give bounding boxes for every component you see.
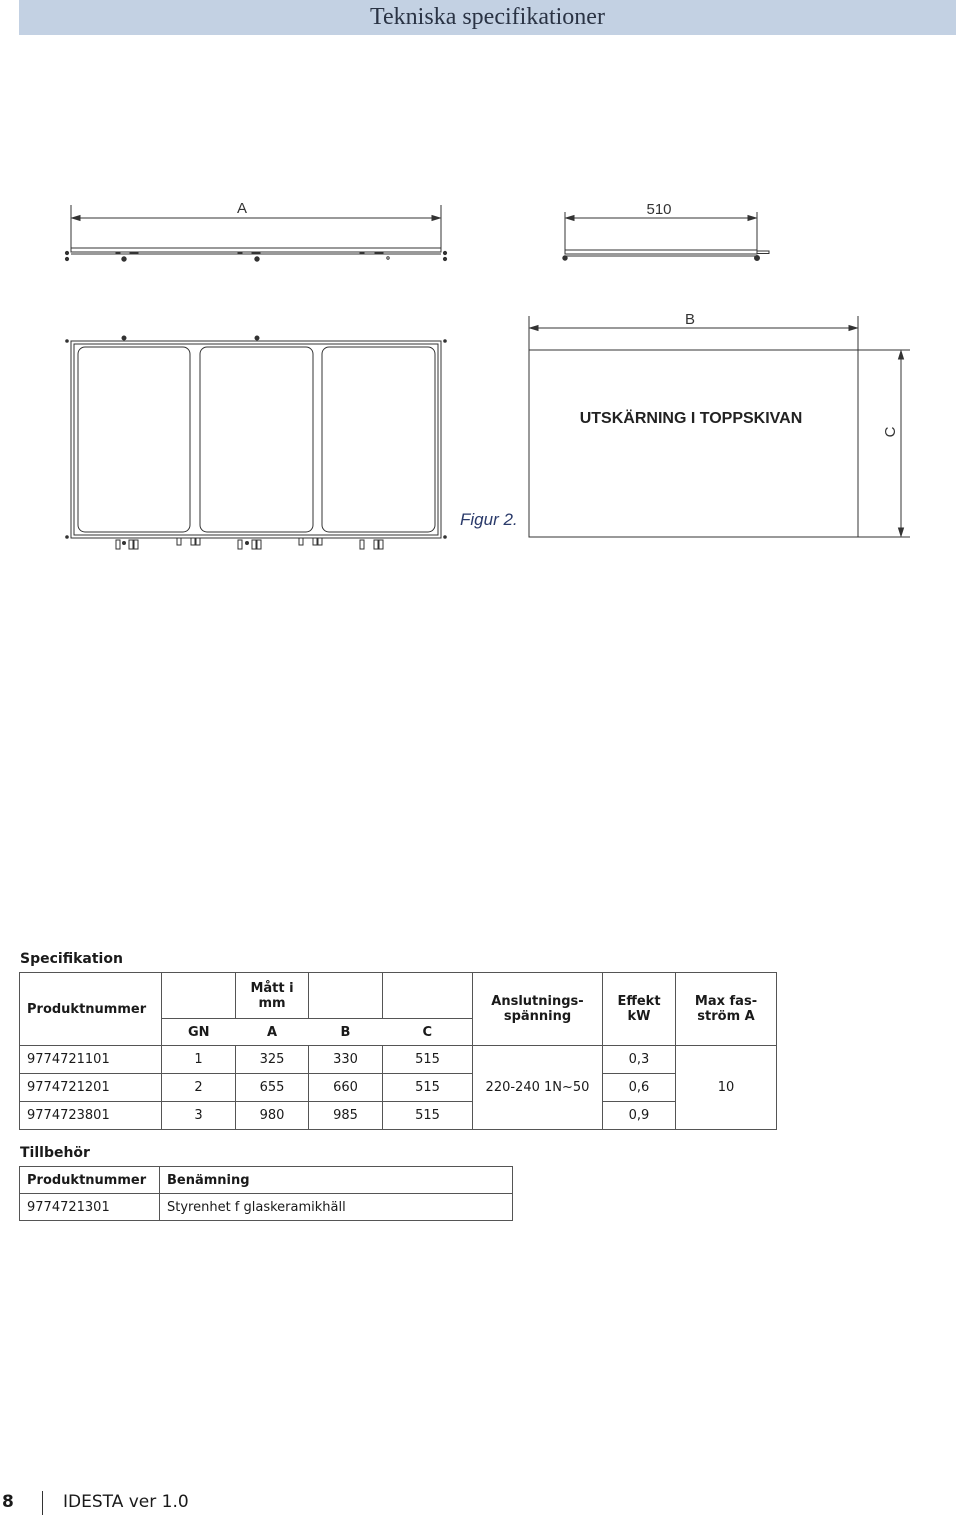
cell-voltage: 220-240 1N~50 xyxy=(473,1046,603,1130)
cell-product: 9774723801 xyxy=(20,1102,162,1130)
header-current-line2: ström A xyxy=(697,1009,755,1024)
cell-current: 10 xyxy=(676,1046,777,1130)
table-row xyxy=(20,1194,513,1221)
cell-a: 655 xyxy=(236,1074,309,1102)
dimension-c-label: C xyxy=(882,426,899,438)
header-size xyxy=(236,973,309,1019)
cell-product: 9774721201 xyxy=(20,1074,162,1102)
table-row xyxy=(20,1074,777,1102)
dimension-line-a xyxy=(71,205,441,250)
cell-gn: 2 xyxy=(162,1074,236,1102)
page-title: Tekniska specifikationer xyxy=(370,4,605,30)
cell-gn: 1 xyxy=(162,1046,236,1074)
cell-c: 515 xyxy=(383,1074,473,1102)
front-view xyxy=(65,248,446,261)
side-view xyxy=(563,250,769,261)
cutout-rectangle xyxy=(529,350,858,537)
top-view xyxy=(66,336,447,549)
acc-cell-product: 9774721301 xyxy=(20,1194,160,1221)
cell-a: 325 xyxy=(236,1046,309,1074)
header-voltage-line2: spänning xyxy=(503,1009,572,1024)
header-voltage xyxy=(473,973,603,1046)
cell-b: 985 xyxy=(309,1102,383,1130)
spec-table xyxy=(19,972,777,1130)
table-row xyxy=(20,1046,777,1074)
acc-header-name: Benämning xyxy=(160,1167,513,1194)
spec-section-title: Specifikation xyxy=(20,951,123,967)
header-current-line1: Max fas- xyxy=(694,994,758,1009)
page-number: 8 xyxy=(2,1492,14,1512)
header-gn: GN xyxy=(162,1019,236,1046)
header-power xyxy=(603,973,676,1046)
dimension-line-510 xyxy=(565,212,757,252)
cutout-label: UTSKÄRNING I TOPPSKIVAN xyxy=(579,410,803,427)
header-power-line2: kW xyxy=(627,1009,651,1024)
technical-drawing xyxy=(0,0,960,560)
cell-product: 9774721101 xyxy=(20,1046,162,1074)
figure-caption: Figur 2. xyxy=(460,510,518,529)
dimension-510-label: 510 xyxy=(646,201,672,218)
accessories-section-title: Tillbehör xyxy=(20,1145,90,1161)
table-row xyxy=(20,1102,777,1130)
header-size-unit: mm xyxy=(258,995,286,1011)
cell-c: 515 xyxy=(383,1102,473,1130)
dimension-b-label: B xyxy=(684,311,696,328)
header-size-top: Mått i xyxy=(250,980,294,996)
header-b: B xyxy=(309,1019,383,1046)
table-header-row xyxy=(20,1167,513,1194)
footer-divider xyxy=(42,1491,43,1515)
acc-cell-name: Styrenhet f glaskeramikhäll xyxy=(160,1194,513,1221)
cell-a: 980 xyxy=(236,1102,309,1130)
cell-power: 0,9 xyxy=(603,1102,676,1130)
header-a: A xyxy=(236,1019,309,1046)
cell-power: 0,3 xyxy=(603,1046,676,1074)
header-product: Produktnummer xyxy=(20,973,162,1046)
cell-b: 330 xyxy=(309,1046,383,1074)
dimension-line-c xyxy=(858,350,910,537)
header-voltage-line1: Anslutnings- xyxy=(491,994,584,1009)
footer-doc: IDESTA ver 1.0 xyxy=(63,1492,189,1512)
cell-power: 0,6 xyxy=(603,1074,676,1102)
header-power-line1: Effekt xyxy=(617,994,661,1009)
header-current xyxy=(676,973,777,1046)
dimension-a-label: A xyxy=(236,200,248,217)
cell-b: 660 xyxy=(309,1074,383,1102)
accessories-table xyxy=(19,1166,513,1221)
cell-gn: 3 xyxy=(162,1102,236,1130)
header-c: C xyxy=(383,1019,473,1046)
cell-c: 515 xyxy=(383,1046,473,1074)
acc-header-product: Produktnummer xyxy=(20,1167,160,1194)
